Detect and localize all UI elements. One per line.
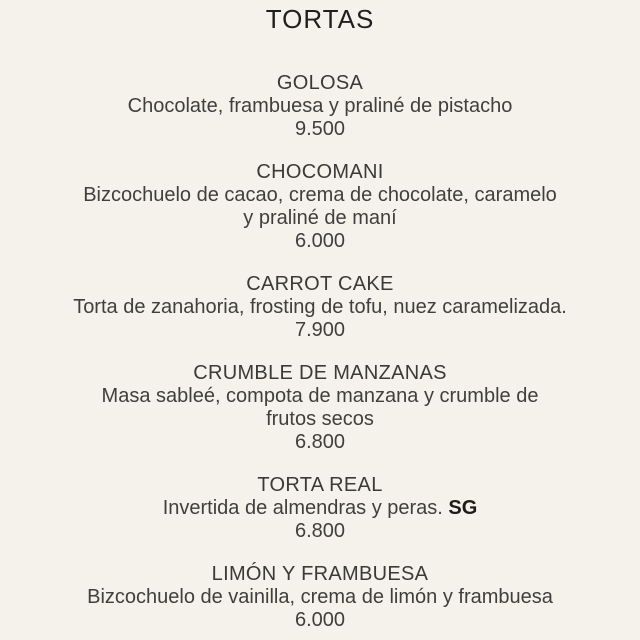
item-description-line: Invertida de almendras y peras. — [162, 497, 443, 519]
menu-items — [0, 72, 640, 632]
item-description — [30, 184, 610, 230]
item-price: 7.900 — [294, 319, 346, 341]
item-price: 6.800 — [294, 520, 346, 542]
item-name: CRUMBLE DE MANZANAS — [193, 362, 447, 384]
item-price: 6.000 — [294, 230, 346, 252]
item-price: 9.500 — [294, 118, 346, 140]
item-description — [30, 586, 610, 609]
menu-item-chocomani — [30, 161, 610, 253]
item-description — [30, 95, 610, 118]
item-price: 6.800 — [294, 431, 346, 453]
item-description — [30, 497, 610, 520]
item-price: 6.000 — [294, 609, 346, 631]
page-title: TORTAS — [265, 4, 375, 34]
item-name: CHOCOMANI — [256, 161, 384, 183]
menu-item-limon-y-frambuesa — [30, 563, 610, 632]
item-description-line: Masa sableé, compota de manzana y crumble de — [101, 385, 539, 407]
menu-item-crumble-de-manzanas — [30, 362, 610, 454]
item-description-line: frutos secos — [266, 408, 374, 430]
item-name: LIMÓN Y FRAMBUESA — [211, 563, 429, 585]
item-name: TORTA REAL — [257, 474, 383, 496]
item-name: GOLOSA — [276, 72, 364, 94]
item-description-line: Bizcochuelo de cacao, crema de chocolate, caramelo — [83, 184, 557, 206]
item-description-line: y praliné de maní — [243, 207, 397, 229]
item-name: CARROT CAKE — [246, 273, 394, 295]
menu-item-golosa — [30, 72, 610, 141]
menu-item-torta-real — [30, 474, 610, 543]
item-description — [30, 296, 610, 319]
item-description-line: Bizcochuelo de vainilla, crema de limón y frambuesa — [87, 586, 553, 608]
menu-item-carrot-cake — [30, 273, 610, 342]
item-description-line: Torta de zanahoria, frosting de tofu, nuez caramelizada. — [73, 296, 567, 318]
item-description-line: Chocolate, frambuesa y praliné de pistacho — [127, 95, 513, 117]
item-description — [30, 385, 610, 431]
gluten-free-badge: SG — [448, 497, 478, 519]
